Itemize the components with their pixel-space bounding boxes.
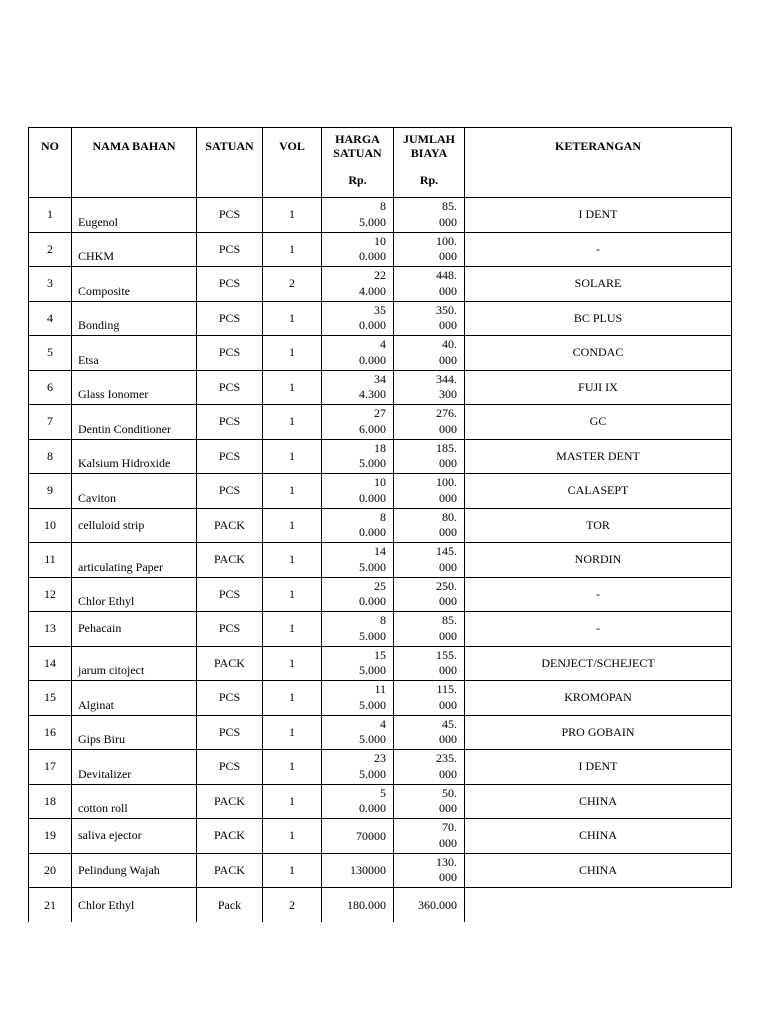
total-cost-line: 000 [439, 249, 457, 264]
volume: 1 [263, 750, 322, 785]
volume: 1 [263, 301, 322, 336]
row-number: 15 [29, 681, 72, 716]
total-cost-line: 000 [439, 525, 457, 540]
unit-price-line: 8 [380, 199, 386, 214]
unit: PACK [197, 508, 263, 543]
unit-price-line: 27 [374, 406, 386, 421]
total-cost-line: 000 [439, 456, 457, 471]
unit-price [322, 232, 394, 267]
total-cost [394, 336, 465, 371]
total-cost-line: 000 [439, 766, 457, 781]
unit-price-line: 22 [374, 268, 386, 283]
table-row [29, 715, 732, 750]
total-cost-line: 000 [439, 421, 457, 436]
unit-price-line: 5.000 [359, 663, 386, 678]
total-cost-line: 50. [442, 785, 457, 800]
total-cost [394, 750, 465, 785]
unit-price [322, 784, 394, 819]
remarks: CHINA [465, 784, 732, 819]
unit-price-line: 5.000 [359, 628, 386, 643]
unit-price-line: 180.000 [347, 898, 386, 912]
unit-price-line: 23 [374, 751, 386, 766]
remarks: FUJI IX [465, 370, 732, 405]
volume: 1 [263, 232, 322, 267]
total-cost-line: 344. [436, 371, 457, 386]
total-cost-line: 000 [439, 663, 457, 678]
table-row [29, 853, 732, 888]
unit: PCS [197, 301, 263, 336]
volume: 1 [263, 784, 322, 819]
unit-price-line: 0.000 [359, 249, 386, 264]
unit-price-line: 4.000 [359, 283, 386, 298]
volume: 1 [263, 612, 322, 647]
row-number: 1 [29, 198, 72, 233]
unit: PACK [197, 853, 263, 888]
unit-price-line: 15 [374, 647, 386, 662]
total-cost-line: 000 [439, 214, 457, 229]
unit-price-line: 4 [380, 337, 386, 352]
total-cost-line: 185. [436, 440, 457, 455]
material-name: CHKM [72, 232, 197, 267]
material-name: Glass Ionomer [72, 370, 197, 405]
table-header-row [29, 128, 732, 198]
row-number: 14 [29, 646, 72, 681]
total-cost-line: 235. [436, 751, 457, 766]
materials-table [28, 127, 732, 922]
header-no: NO [29, 128, 72, 198]
volume: 2 [263, 888, 322, 923]
total-cost [394, 405, 465, 440]
total-cost-line: 000 [439, 559, 457, 574]
material-name: Chlor Ethyl [72, 577, 197, 612]
table-row [29, 750, 732, 785]
volume: 1 [263, 543, 322, 578]
remarks: CHINA [465, 853, 732, 888]
row-number: 5 [29, 336, 72, 371]
unit-price-line: 5.000 [359, 214, 386, 229]
unit-price [322, 888, 394, 923]
unit-price-line: 35 [374, 302, 386, 317]
volume: 1 [263, 198, 322, 233]
unit: PCS [197, 405, 263, 440]
remarks: BC PLUS [465, 301, 732, 336]
unit-price [322, 508, 394, 543]
remarks: KROMOPAN [465, 681, 732, 716]
total-cost-line: 350. [436, 302, 457, 317]
unit-price-line: 130000 [350, 863, 386, 878]
remarks: - [465, 577, 732, 612]
material-name: Etsa [72, 336, 197, 371]
unit-price [322, 681, 394, 716]
unit-price-line: 0.000 [359, 318, 386, 333]
total-cost-line: 85. [442, 199, 457, 214]
unit-price-line: 5.000 [359, 766, 386, 781]
row-number: 21 [29, 888, 72, 923]
header-nama-bahan: NAMA BAHAN [72, 128, 197, 198]
unit: PCS [197, 750, 263, 785]
table-row [29, 405, 732, 440]
unit-price [322, 577, 394, 612]
unit-price-line: 0.000 [359, 525, 386, 540]
total-cost [394, 198, 465, 233]
total-cost-line: 80. [442, 509, 457, 524]
material-name: saliva ejector [72, 819, 197, 854]
volume: 1 [263, 370, 322, 405]
header-keterangan: KETERANGAN [465, 128, 732, 198]
unit: PCS [197, 577, 263, 612]
row-number: 16 [29, 715, 72, 750]
unit-price-line: 0.000 [359, 801, 386, 816]
material-name: Gips Biru [72, 715, 197, 750]
total-cost-line: 100. [436, 233, 457, 248]
material-name: Caviton [72, 474, 197, 509]
material-name: cotton roll [72, 784, 197, 819]
material-name: Bonding [72, 301, 197, 336]
unit-price-line: 0.000 [359, 490, 386, 505]
total-cost-line: 000 [439, 283, 457, 298]
header-vol: VOL [263, 128, 322, 198]
volume: 2 [263, 267, 322, 302]
unit-price [322, 715, 394, 750]
unit: PCS [197, 267, 263, 302]
row-number: 6 [29, 370, 72, 405]
total-cost-line: 85. [442, 613, 457, 628]
unit-price-line: 5.000 [359, 697, 386, 712]
row-number: 18 [29, 784, 72, 819]
total-cost-line: 115. [436, 682, 457, 697]
volume: 1 [263, 577, 322, 612]
remarks: MASTER DENT [465, 439, 732, 474]
row-number: 11 [29, 543, 72, 578]
total-cost [394, 853, 465, 888]
table-row [29, 819, 732, 854]
row-number: 17 [29, 750, 72, 785]
total-cost-line: 000 [439, 732, 457, 747]
total-cost-line: 000 [439, 835, 457, 850]
unit-price [322, 474, 394, 509]
row-number: 12 [29, 577, 72, 612]
row-number: 8 [29, 439, 72, 474]
total-cost-line: 300 [439, 387, 457, 402]
unit: PACK [197, 646, 263, 681]
table-row [29, 577, 732, 612]
total-cost-line: 276. [436, 406, 457, 421]
total-cost-line: 360.000 [418, 898, 457, 912]
unit-price-line: 5.000 [359, 559, 386, 574]
total-cost [394, 370, 465, 405]
volume: 1 [263, 474, 322, 509]
unit-price [322, 267, 394, 302]
material-name: articulating Paper [72, 543, 197, 578]
total-cost [394, 819, 465, 854]
unit: PCS [197, 198, 263, 233]
row-number: 10 [29, 508, 72, 543]
remarks: CHINA [465, 819, 732, 854]
total-cost-line: 45. [442, 716, 457, 731]
unit-price-line: 11 [374, 682, 386, 697]
unit-price [322, 819, 394, 854]
remarks: DENJECT/SCHEJECT [465, 646, 732, 681]
total-cost-line: 000 [439, 870, 457, 885]
row-number: 7 [29, 405, 72, 440]
unit: PCS [197, 474, 263, 509]
table-row [29, 336, 732, 371]
remarks: SOLARE [465, 267, 732, 302]
total-cost-line: 70. [442, 820, 457, 835]
unit: PCS [197, 681, 263, 716]
unit-price-line: 0.000 [359, 352, 386, 367]
remarks [465, 888, 732, 923]
row-number: 19 [29, 819, 72, 854]
unit-price-line: 0.000 [359, 594, 386, 609]
remarks: I DENT [465, 750, 732, 785]
unit: PCS [197, 439, 263, 474]
unit-price-line: 6.000 [359, 421, 386, 436]
table-body [29, 198, 732, 923]
header-jumlah-biaya: JUMLAH BIAYA Rp. [394, 128, 465, 198]
unit-price [322, 646, 394, 681]
unit-price [322, 370, 394, 405]
table-row [29, 370, 732, 405]
material-name: Pelindung Wajah [72, 853, 197, 888]
total-cost [394, 681, 465, 716]
remarks: CALASEPT [465, 474, 732, 509]
unit-price-line: 18 [374, 440, 386, 455]
unit: PCS [197, 715, 263, 750]
volume: 1 [263, 439, 322, 474]
volume: 1 [263, 853, 322, 888]
table-row [29, 646, 732, 681]
table-row [29, 681, 732, 716]
volume: 1 [263, 336, 322, 371]
total-cost [394, 474, 465, 509]
material-name: Chlor Ethyl [72, 888, 197, 923]
row-number: 4 [29, 301, 72, 336]
unit-price [322, 853, 394, 888]
total-cost-line: 000 [439, 318, 457, 333]
total-cost [394, 301, 465, 336]
total-cost [394, 232, 465, 267]
remarks: TOR [465, 508, 732, 543]
unit: PCS [197, 336, 263, 371]
unit-price [322, 439, 394, 474]
material-name: Eugenol [72, 198, 197, 233]
header-harga-satuan: HARGA SATUAN Rp. [322, 128, 394, 198]
total-cost-line: 000 [439, 594, 457, 609]
unit-price-line: 5.000 [359, 456, 386, 471]
header-satuan: SATUAN [197, 128, 263, 198]
total-cost-line: 130. [436, 854, 457, 869]
total-cost [394, 543, 465, 578]
total-cost [394, 784, 465, 819]
remarks: CONDAC [465, 336, 732, 371]
table-row [29, 267, 732, 302]
total-cost-line: 000 [439, 697, 457, 712]
unit-price [322, 750, 394, 785]
unit: PCS [197, 370, 263, 405]
unit-price-line: 8 [380, 509, 386, 524]
unit-price [322, 336, 394, 371]
remarks: - [465, 232, 732, 267]
material-name: Alginat [72, 681, 197, 716]
total-cost [394, 508, 465, 543]
row-number: 3 [29, 267, 72, 302]
table-row [29, 439, 732, 474]
table-row [29, 888, 732, 923]
table-row [29, 232, 732, 267]
unit-price-line: 4.300 [359, 387, 386, 402]
remarks: I DENT [465, 198, 732, 233]
remarks: GC [465, 405, 732, 440]
total-cost [394, 715, 465, 750]
unit-price-line: 10 [374, 233, 386, 248]
unit: Pack [197, 888, 263, 923]
table-row [29, 198, 732, 233]
unit-price-line: 10 [374, 475, 386, 490]
total-cost-line: 000 [439, 628, 457, 643]
total-cost-line: 000 [439, 801, 457, 816]
table-row [29, 612, 732, 647]
table-row [29, 474, 732, 509]
volume: 1 [263, 508, 322, 543]
table-row [29, 301, 732, 336]
row-number: 20 [29, 853, 72, 888]
unit-price [322, 543, 394, 578]
unit-price-line: 25 [374, 578, 386, 593]
total-cost-line: 000 [439, 490, 457, 505]
material-name: Dentin Conditioner [72, 405, 197, 440]
total-cost [394, 267, 465, 302]
table-row [29, 543, 732, 578]
total-cost [394, 577, 465, 612]
unit-price-line: 70000 [356, 828, 386, 843]
total-cost [394, 646, 465, 681]
volume: 1 [263, 715, 322, 750]
unit: PACK [197, 819, 263, 854]
unit-price [322, 612, 394, 647]
material-name: jarum citoject [72, 646, 197, 681]
material-name: celluloid strip [72, 508, 197, 543]
material-name: Devitalizer [72, 750, 197, 785]
remarks: NORDIN [465, 543, 732, 578]
unit-price-line: 5 [380, 785, 386, 800]
unit: PACK [197, 784, 263, 819]
row-number: 9 [29, 474, 72, 509]
total-cost-line: 100. [436, 475, 457, 490]
material-name: Kalsium Hidroxide [72, 439, 197, 474]
volume: 1 [263, 646, 322, 681]
volume: 1 [263, 405, 322, 440]
total-cost [394, 888, 465, 923]
total-cost-line: 448. [436, 268, 457, 283]
total-cost-line: 145. [436, 544, 457, 559]
total-cost-line: 000 [439, 352, 457, 367]
unit-price [322, 405, 394, 440]
row-number: 13 [29, 612, 72, 647]
total-cost-line: 155. [436, 647, 457, 662]
unit: PACK [197, 543, 263, 578]
unit-price [322, 301, 394, 336]
unit-price-line: 5.000 [359, 732, 386, 747]
volume: 1 [263, 819, 322, 854]
total-cost-line: 40. [442, 337, 457, 352]
total-cost [394, 439, 465, 474]
remarks: PRO GOBAIN [465, 715, 732, 750]
unit: PCS [197, 232, 263, 267]
unit-price-line: 14 [374, 544, 386, 559]
remarks: - [465, 612, 732, 647]
material-name: Composite [72, 267, 197, 302]
unit-price [322, 198, 394, 233]
unit-price-line: 34 [374, 371, 386, 386]
unit: PCS [197, 612, 263, 647]
unit-price-line: 4 [380, 716, 386, 731]
unit-price-line: 8 [380, 613, 386, 628]
total-cost [394, 612, 465, 647]
table-row [29, 508, 732, 543]
volume: 1 [263, 681, 322, 716]
material-name: Pehacain [72, 612, 197, 647]
table-row [29, 784, 732, 819]
total-cost-line: 250. [436, 578, 457, 593]
row-number: 2 [29, 232, 72, 267]
